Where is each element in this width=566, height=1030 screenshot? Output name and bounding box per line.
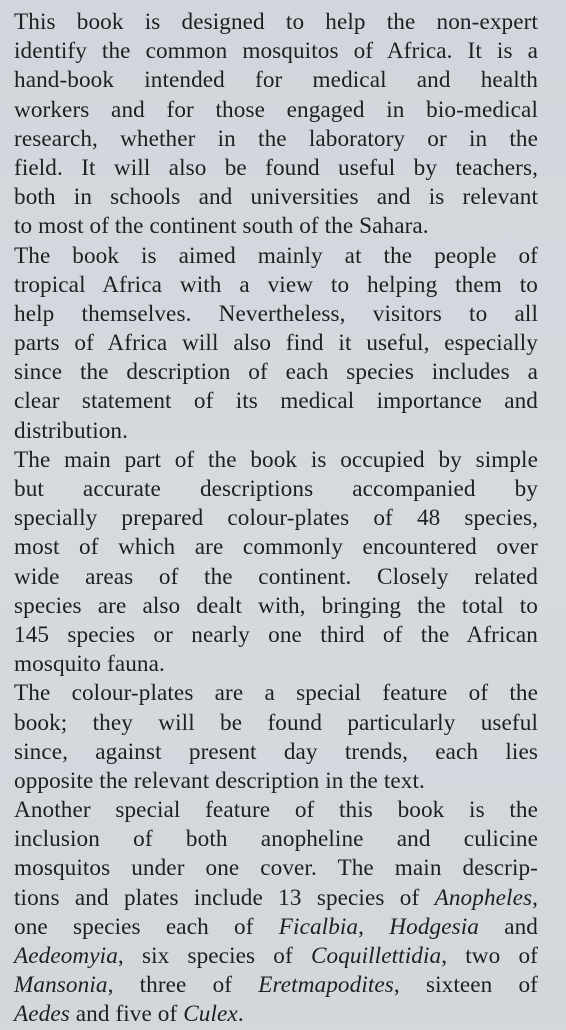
text-line: Another special feature of this book is the: [14, 797, 538, 824]
paragraph-5: [14, 796, 538, 1030]
text-line: parts of Africa will also find it useful, especially: [14, 330, 538, 357]
paragraph-2: [14, 242, 538, 446]
genus-name: Ficalbia: [278, 913, 359, 940]
text-line: wide areas of the continent. Closely related: [14, 563, 538, 590]
text-line: research, whether in the laboratory or in the: [14, 125, 538, 152]
genus-name: Aedes: [14, 1001, 70, 1028]
text-line: both in schools and universities and is relevant: [14, 184, 538, 211]
text-line: since the description of each species includes a: [14, 359, 538, 386]
text-line: tropical Africa with a view to helping them to: [14, 271, 538, 298]
text-line: most of which are commonly encountered over: [14, 534, 538, 561]
text-line: but accurate descriptions accompanied by: [14, 476, 538, 502]
text-line: field. It will also be found useful by teachers,: [14, 154, 538, 181]
text-line: distribution.: [14, 417, 129, 444]
genus-name: Aedeomyia: [14, 943, 118, 969]
text-line: inclusion of both anopheline and culicine: [14, 826, 538, 853]
text-line: to most of the continent south of the Sahara.: [14, 213, 429, 240]
text-line: This book is designed to help the non-expert: [14, 9, 538, 35]
paragraph-3: [14, 446, 538, 680]
paragraph-4: [14, 679, 538, 796]
text-line: specially prepared colour-plates of 48 species,: [14, 505, 538, 532]
text-line: Aedes and five of Culex.: [14, 1001, 244, 1028]
text-line: 145 species or nearly one third of the African: [14, 621, 538, 648]
text-line: The book is aimed mainly at the people of: [14, 242, 538, 269]
text-line: species are also dealt with, bringing the total to: [14, 592, 538, 619]
text-line: since, against present day trends, each lies: [14, 738, 538, 765]
text-line: identify the common mosquitos of Africa. It is a: [14, 38, 538, 65]
text-line: mosquitos under one cover. The main descrip-: [14, 855, 538, 882]
text-line: mosquito fauna.: [14, 651, 165, 678]
text-line: one species each of Ficalbia, Hodgesia and: [14, 913, 538, 940]
text-line: opposite the relevant description in the text.: [14, 767, 425, 794]
text-line: book; they will be found particularly useful: [14, 709, 538, 736]
text-line: The main part of the book is occupied by simple: [14, 446, 538, 473]
text-line: clear statement of its medical importance and: [14, 388, 538, 415]
text-line: The colour-plates are a special feature of the: [14, 680, 538, 707]
text-line: help themselves. Nevertheless, visitors to all: [14, 300, 538, 327]
genus-name: Anopheles: [434, 884, 533, 911]
genus-name: Culex: [183, 1001, 238, 1028]
genus-name: Hodgesia: [389, 913, 479, 940]
text-line: tions and plates include 13 species of Anopheles,: [14, 884, 538, 911]
text-line: hand-book intended for medical and health: [14, 67, 538, 94]
text-line: workers and for those engaged in bio-medical: [14, 96, 538, 123]
text-line: Mansonia, three of Eretmapodites, sixteen of: [14, 972, 538, 999]
genus-name: Coquillettidia: [310, 943, 442, 969]
genus-name: Mansonia: [14, 972, 108, 999]
paragraph-1: [14, 8, 538, 242]
text-line: Aedeomyia, six species of Coquillettidia, two of: [14, 943, 538, 969]
genus-name: Eretmapodites: [258, 972, 394, 999]
